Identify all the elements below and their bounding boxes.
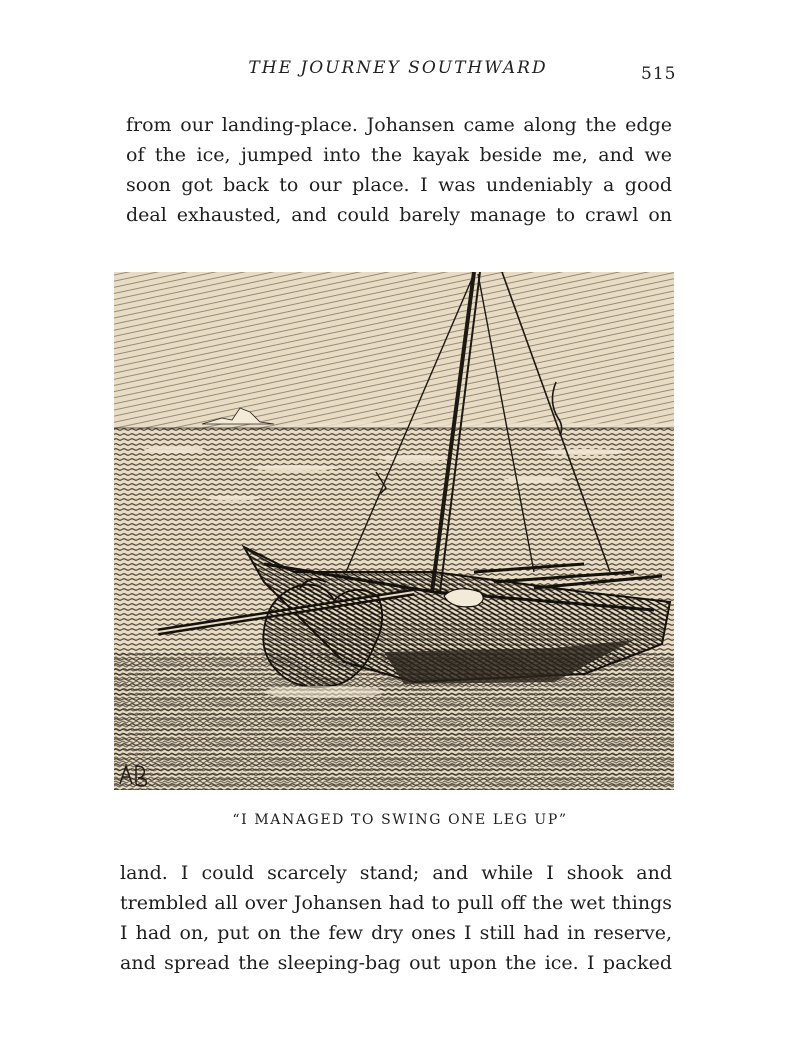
illustration-caption: “I MANAGED TO SWING ONE LEG UP”: [232, 812, 568, 828]
text-line: soon got back to our place. I was undeniably a good: [126, 174, 672, 196]
text-line: land. I could scarcely stand; and while I shook and: [120, 862, 672, 884]
text-line: I had on, put on the few dry ones I still had in reserve,: [120, 922, 672, 944]
page-number: 515: [641, 64, 677, 84]
paragraph-top: [126, 110, 672, 230]
text-line: of the ice, jumped into the kayak beside me, and we: [126, 144, 672, 166]
text-line: deal exhausted, and could barely manage to crawl on: [126, 204, 672, 226]
engraving-drawing: [114, 272, 674, 790]
text-line: trembled all over Johansen had to pull off the wet things: [120, 892, 672, 914]
engraving-illustration: [114, 272, 674, 790]
text-line: from our landing-place. Johansen came along the edge: [126, 114, 672, 136]
running-title: THE JOURNEY SOUTHWARD: [248, 58, 548, 78]
text-line: and spread the sleeping-bag out upon the ice. I packed: [120, 952, 672, 974]
sky: [114, 272, 674, 430]
paragraph-bottom: [120, 858, 672, 978]
